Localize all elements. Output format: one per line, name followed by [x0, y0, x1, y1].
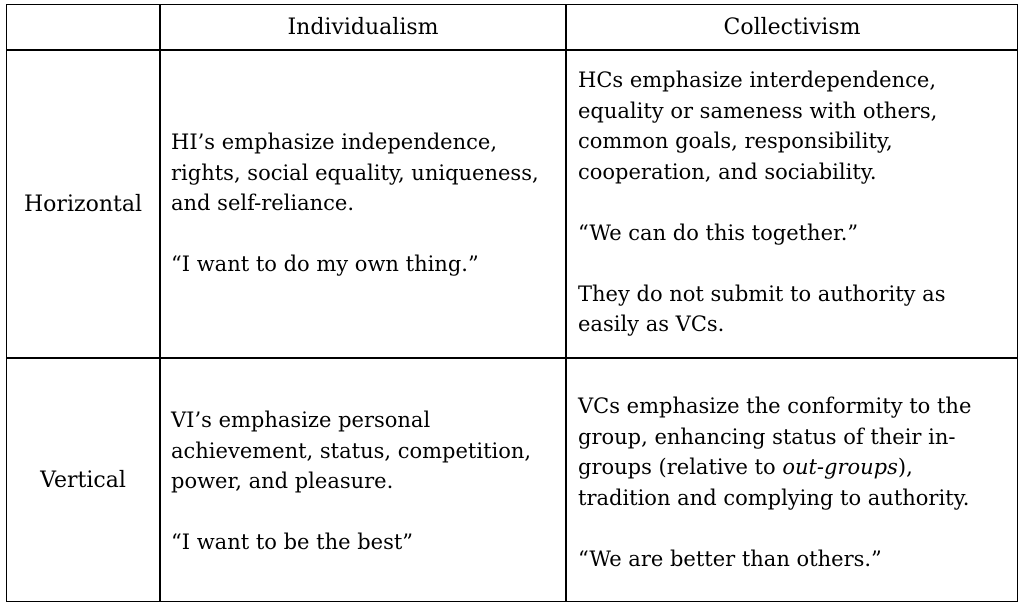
cell-horizontal-collectivism: [578, 65, 945, 340]
vc-line-3-end: ),: [897, 455, 913, 479]
row-label-horizontal-text: Horizontal: [24, 191, 142, 217]
row-label-vertical-text: Vertical: [40, 467, 126, 493]
vi-quote: “I want to be the best”: [171, 530, 414, 554]
cell-horizontal-individualism: [171, 127, 539, 280]
vc-line: VCs emphasize the conformity to the: [578, 394, 972, 418]
vc-out-groups-italic: out-groups: [782, 455, 898, 479]
hi-line: rights, social equality, uniqueness,: [171, 160, 539, 185]
vi-description: [171, 405, 531, 497]
hc-line: equality or sameness with others,: [578, 98, 938, 123]
header-collectivism-label: Collectivism: [723, 14, 861, 40]
vc-line-3: [578, 452, 971, 483]
row-label-horizontal: [7, 51, 159, 357]
hc-description: [578, 65, 945, 187]
vc-line-3-start: groups (relative to: [578, 455, 783, 479]
vc-description: [578, 391, 971, 513]
vi-line: power, and pleasure.: [171, 469, 394, 493]
comparison-table: [6, 4, 1018, 602]
row-label-vertical: [7, 359, 159, 601]
hi-line: and self-reliance.: [171, 191, 355, 215]
header-individualism-label: Individualism: [287, 14, 439, 40]
column-divider-2: [565, 5, 567, 601]
hi-line: HI’s emphasize independence,: [171, 130, 497, 154]
hc-note-line: They do not submit to authority as: [578, 281, 946, 306]
hc-quote: “We can do this together.”: [578, 220, 859, 245]
hc-line: cooperation, and sociability.: [578, 159, 877, 184]
vc-quote: “We are better than others.”: [578, 546, 882, 571]
cell-vertical-individualism: [171, 405, 531, 558]
vi-line: achievement, status, competition,: [171, 438, 532, 463]
hi-quote: “I want to do my own thing.”: [171, 252, 479, 276]
vi-line: VI’s emphasize personal: [171, 408, 431, 432]
cell-vertical-collectivism: [578, 391, 971, 574]
vc-line: group, enhancing status of their in-: [578, 424, 956, 449]
hi-description: [171, 127, 539, 219]
hc-line: common goals, responsibility,: [578, 129, 893, 153]
hc-line: HCs emphasize interdependence,: [578, 68, 936, 92]
hc-note-line: easily as VCs.: [578, 312, 725, 336]
header-individualism: [161, 5, 565, 49]
vc-line: tradition and complying to authority.: [578, 485, 970, 510]
column-divider-1: [159, 5, 161, 601]
header-collectivism: [567, 5, 1017, 49]
hc-note: [578, 279, 945, 340]
